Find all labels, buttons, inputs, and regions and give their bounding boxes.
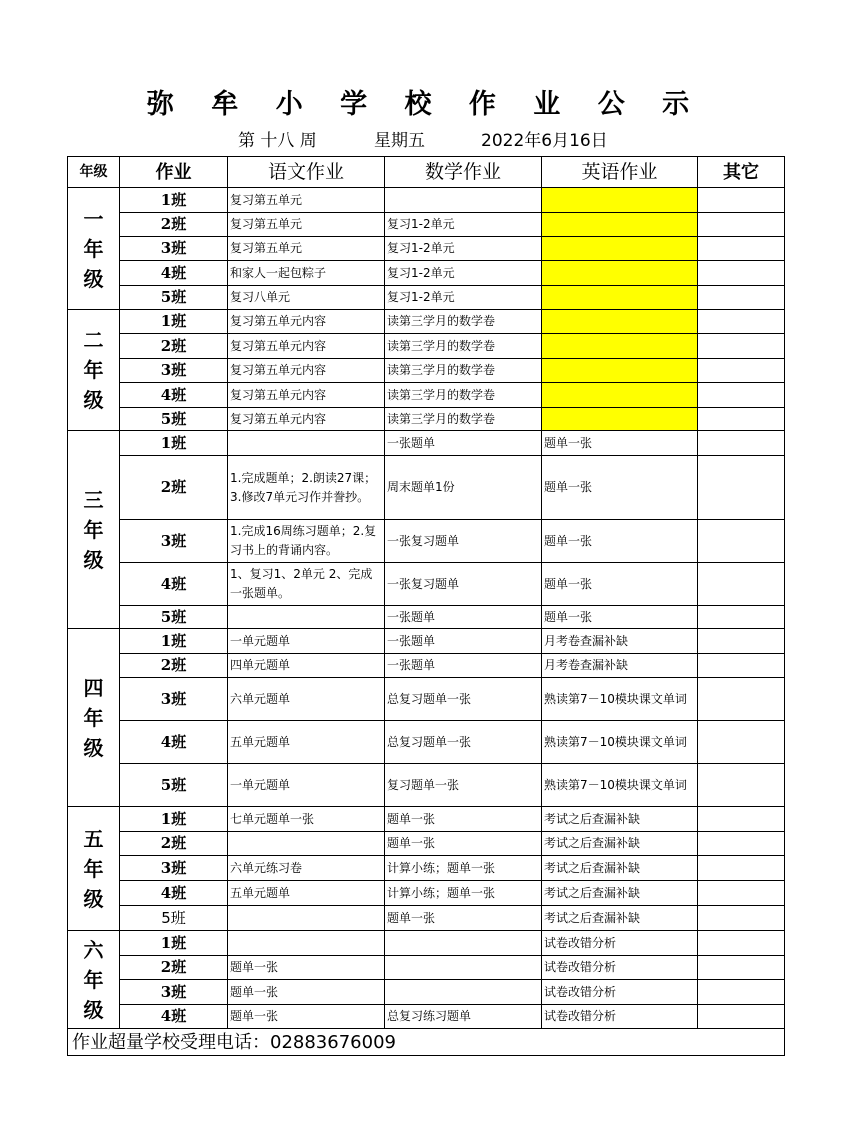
chinese-cell: 1、复习1、2单元 2、完成一张题单。 [228, 563, 385, 606]
table-row [68, 832, 785, 856]
math-cell: 一张题单 [385, 431, 542, 456]
class-cell: 4班 [120, 721, 228, 764]
chinese-cell: 七单元题单一张 [228, 807, 385, 832]
other-cell [698, 188, 785, 213]
math-cell [385, 931, 542, 956]
grade-char: 四 [83, 675, 104, 700]
header-math: 数学作业 [385, 157, 542, 188]
grade-char: 一 [83, 206, 104, 231]
table-row [68, 431, 785, 456]
header-chinese: 语文作业 [228, 157, 385, 188]
math-cell: 读第三学月的数学卷 [385, 383, 542, 408]
class-cell: 2班 [120, 832, 228, 856]
math-cell: 复习题单一张 [385, 764, 542, 807]
english-cell: 考试之后查漏补缺 [542, 906, 698, 931]
other-cell [698, 520, 785, 563]
other-cell [698, 856, 785, 881]
english-cell: 试卷改错分析 [542, 956, 698, 980]
chinese-cell: 1.完成题单；2.朗读27课；3.修改7单元习作并誊抄。 [228, 456, 385, 520]
table-row [68, 764, 785, 807]
chinese-cell: 六单元题单 [228, 678, 385, 721]
english-cell [542, 261, 698, 286]
table-row [68, 881, 785, 906]
page-title: 弥 牟 小 学 校 作 业 公 示 [146, 89, 704, 120]
math-cell: 一张题单 [385, 629, 542, 654]
other-cell [698, 881, 785, 906]
math-cell: 读第三学月的数学卷 [385, 359, 542, 383]
class-cell: 3班 [120, 359, 228, 383]
table-row [68, 310, 785, 334]
class-cell: 3班 [120, 856, 228, 881]
table-row [68, 188, 785, 213]
chinese-cell: 五单元题单 [228, 881, 385, 906]
chinese-cell: 复习第五单元 [228, 213, 385, 237]
grade-char: 级 [83, 886, 104, 911]
class-cell: 4班 [120, 1005, 228, 1029]
math-cell: 读第三学月的数学卷 [385, 334, 542, 359]
table-row [68, 359, 785, 383]
english-cell: 题单一张 [542, 563, 698, 606]
class-cell: 5班 [120, 906, 228, 931]
class-cell: 2班 [120, 956, 228, 980]
math-cell: 复习1-2单元 [385, 237, 542, 261]
class-cell: 5班 [120, 764, 228, 807]
chinese-cell: 一单元题单 [228, 764, 385, 807]
class-cell: 2班 [120, 654, 228, 678]
grade-char: 级 [83, 266, 104, 291]
week-label: 第 十八 周 [238, 131, 317, 151]
table-row [68, 520, 785, 563]
english-cell: 熟读第7－10模块课文单词 [542, 764, 698, 807]
grade-char: 级 [83, 735, 104, 760]
chinese-cell: 复习第五单元 [228, 188, 385, 213]
other-cell [698, 721, 785, 764]
class-cell: 2班 [120, 334, 228, 359]
chinese-cell [228, 431, 385, 456]
grade-char: 年 [83, 517, 104, 542]
class-cell: 3班 [120, 520, 228, 563]
other-cell [698, 606, 785, 629]
math-cell [385, 980, 542, 1005]
math-cell: 题单一张 [385, 832, 542, 856]
math-cell: 计算小练；题单一张 [385, 881, 542, 906]
other-cell [698, 654, 785, 678]
grade-char: 六 [83, 937, 104, 962]
english-cell [542, 334, 698, 359]
class-cell: 5班 [120, 408, 228, 431]
math-cell: 复习1-2单元 [385, 213, 542, 237]
header-row [68, 157, 785, 188]
other-cell [698, 408, 785, 431]
table-row [68, 678, 785, 721]
header-english: 英语作业 [542, 157, 698, 188]
hotline-text: 作业超量学校受理电话：02883676009 [68, 1029, 785, 1056]
table-row [68, 856, 785, 881]
other-cell [698, 832, 785, 856]
english-cell: 考试之后查漏补缺 [542, 856, 698, 881]
grade-cell [68, 188, 120, 310]
other-cell [698, 286, 785, 310]
grade-cell [68, 931, 120, 1029]
other-cell [698, 456, 785, 520]
math-cell: 总复习题单一张 [385, 678, 542, 721]
english-cell [542, 237, 698, 261]
table-row [68, 807, 785, 832]
math-cell: 题单一张 [385, 906, 542, 931]
class-cell: 5班 [120, 286, 228, 310]
grade-cell [68, 629, 120, 807]
weekday-label: 星期五 [374, 131, 425, 151]
table-row [68, 1005, 785, 1029]
class-cell: 3班 [120, 678, 228, 721]
math-cell [385, 956, 542, 980]
chinese-cell [228, 931, 385, 956]
chinese-cell: 复习第五单元内容 [228, 310, 385, 334]
chinese-cell: 题单一张 [228, 1005, 385, 1029]
chinese-cell: 复习第五单元 [228, 237, 385, 261]
class-cell: 2班 [120, 456, 228, 520]
math-cell: 总复习题单一张 [385, 721, 542, 764]
grade-char: 年 [83, 236, 104, 261]
chinese-cell [228, 606, 385, 629]
class-cell: 3班 [120, 980, 228, 1005]
grade-cell [68, 310, 120, 431]
math-cell: 一张题单 [385, 606, 542, 629]
other-cell [698, 980, 785, 1005]
english-cell: 题单一张 [542, 606, 698, 629]
english-cell [542, 213, 698, 237]
english-cell [542, 359, 698, 383]
other-cell [698, 261, 785, 286]
grade-char: 级 [83, 388, 104, 412]
table-row [68, 721, 785, 764]
class-cell: 4班 [120, 563, 228, 606]
english-cell [542, 383, 698, 408]
english-cell: 月考卷查漏补缺 [542, 654, 698, 678]
chinese-cell: 题单一张 [228, 956, 385, 980]
table-row [68, 606, 785, 629]
homework-table [67, 156, 785, 1056]
table-row [68, 980, 785, 1005]
math-cell: 一张复习题单 [385, 563, 542, 606]
other-cell [698, 906, 785, 931]
other-cell [698, 764, 785, 807]
english-cell: 考试之后查漏补缺 [542, 881, 698, 906]
chinese-cell: 复习第五单元内容 [228, 359, 385, 383]
english-cell: 考试之后查漏补缺 [542, 832, 698, 856]
header-other: 其它 [698, 157, 785, 188]
table-row [68, 931, 785, 956]
math-cell: 读第三学月的数学卷 [385, 408, 542, 431]
chinese-cell: 复习第五单元内容 [228, 334, 385, 359]
english-cell: 题单一张 [542, 431, 698, 456]
grade-char: 三 [83, 487, 104, 512]
english-cell: 熟读第7－10模块课文单词 [542, 721, 698, 764]
chinese-cell: 复习第五单元内容 [228, 408, 385, 431]
math-cell: 读第三学月的数学卷 [385, 310, 542, 334]
chinese-cell: 和家人一起包粽子 [228, 261, 385, 286]
class-cell: 1班 [120, 431, 228, 456]
table-row [68, 456, 785, 520]
table-row [68, 383, 785, 408]
other-cell [698, 678, 785, 721]
other-cell [698, 359, 785, 383]
class-cell: 1班 [120, 931, 228, 956]
table-row [68, 237, 785, 261]
table-row [68, 654, 785, 678]
math-cell: 题单一张 [385, 807, 542, 832]
math-cell: 一张题单 [385, 654, 542, 678]
other-cell [698, 629, 785, 654]
math-cell: 周末题单1份 [385, 456, 542, 520]
header-grade: 年级 [68, 157, 120, 188]
table-row [68, 213, 785, 237]
english-cell: 试卷改错分析 [542, 980, 698, 1005]
table-row [68, 956, 785, 980]
other-cell [698, 237, 785, 261]
grade-char: 级 [83, 547, 104, 572]
grade-cell [68, 807, 120, 931]
grade-char: 年 [83, 358, 104, 382]
grade-char: 级 [83, 997, 104, 1022]
math-cell: 复习1-2单元 [385, 286, 542, 310]
other-cell [698, 956, 785, 980]
class-cell: 4班 [120, 261, 228, 286]
grade-char: 年 [83, 967, 104, 992]
english-cell [542, 188, 698, 213]
english-cell [542, 408, 698, 431]
chinese-cell: 复习第五单元内容 [228, 383, 385, 408]
chinese-cell: 1.完成16周练习题单；2.复习书上的背诵内容。 [228, 520, 385, 563]
chinese-cell: 题单一张 [228, 980, 385, 1005]
class-cell: 3班 [120, 237, 228, 261]
math-cell [385, 188, 542, 213]
table-row [68, 261, 785, 286]
english-cell [542, 286, 698, 310]
class-cell: 4班 [120, 881, 228, 906]
chinese-cell: 复习八单元 [228, 286, 385, 310]
english-cell: 试卷改错分析 [542, 1005, 698, 1029]
chinese-cell [228, 906, 385, 931]
grade-cell [68, 431, 120, 629]
class-cell: 1班 [120, 310, 228, 334]
grade-char: 五 [83, 826, 104, 851]
math-cell: 计算小练；题单一张 [385, 856, 542, 881]
table-row [68, 334, 785, 359]
grade-char: 年 [83, 705, 104, 730]
english-cell: 考试之后查漏补缺 [542, 807, 698, 832]
table-row [68, 563, 785, 606]
math-cell: 总复习练习题单 [385, 1005, 542, 1029]
other-cell [698, 383, 785, 408]
other-cell [698, 310, 785, 334]
grade-char: 二 [83, 328, 104, 352]
class-cell: 2班 [120, 213, 228, 237]
chinese-cell: 六单元练习卷 [228, 856, 385, 881]
english-cell: 熟读第7－10模块课文单词 [542, 678, 698, 721]
chinese-cell: 一单元题单 [228, 629, 385, 654]
footer-row [68, 1029, 785, 1056]
chinese-cell: 四单元题单 [228, 654, 385, 678]
other-cell [698, 931, 785, 956]
date-label: 2022年6月16日 [481, 131, 608, 151]
chinese-cell: 五单元题单 [228, 721, 385, 764]
header-work: 作业 [120, 157, 228, 188]
english-cell: 题单一张 [542, 456, 698, 520]
english-cell [542, 310, 698, 334]
other-cell [698, 1005, 785, 1029]
other-cell [698, 334, 785, 359]
math-cell: 复习1-2单元 [385, 261, 542, 286]
chinese-cell [228, 832, 385, 856]
english-cell: 题单一张 [542, 520, 698, 563]
class-cell: 5班 [120, 606, 228, 629]
other-cell [698, 807, 785, 832]
class-cell: 1班 [120, 188, 228, 213]
other-cell [698, 213, 785, 237]
math-cell: 一张复习题单 [385, 520, 542, 563]
other-cell [698, 563, 785, 606]
table-row [68, 286, 785, 310]
class-cell: 1班 [120, 807, 228, 832]
english-cell: 月考卷查漏补缺 [542, 629, 698, 654]
english-cell: 试卷改错分析 [542, 931, 698, 956]
other-cell [698, 431, 785, 456]
table-row [68, 906, 785, 931]
table-row [68, 408, 785, 431]
class-cell: 4班 [120, 383, 228, 408]
class-cell: 1班 [120, 629, 228, 654]
grade-char: 年 [83, 856, 104, 881]
table-row [68, 629, 785, 654]
